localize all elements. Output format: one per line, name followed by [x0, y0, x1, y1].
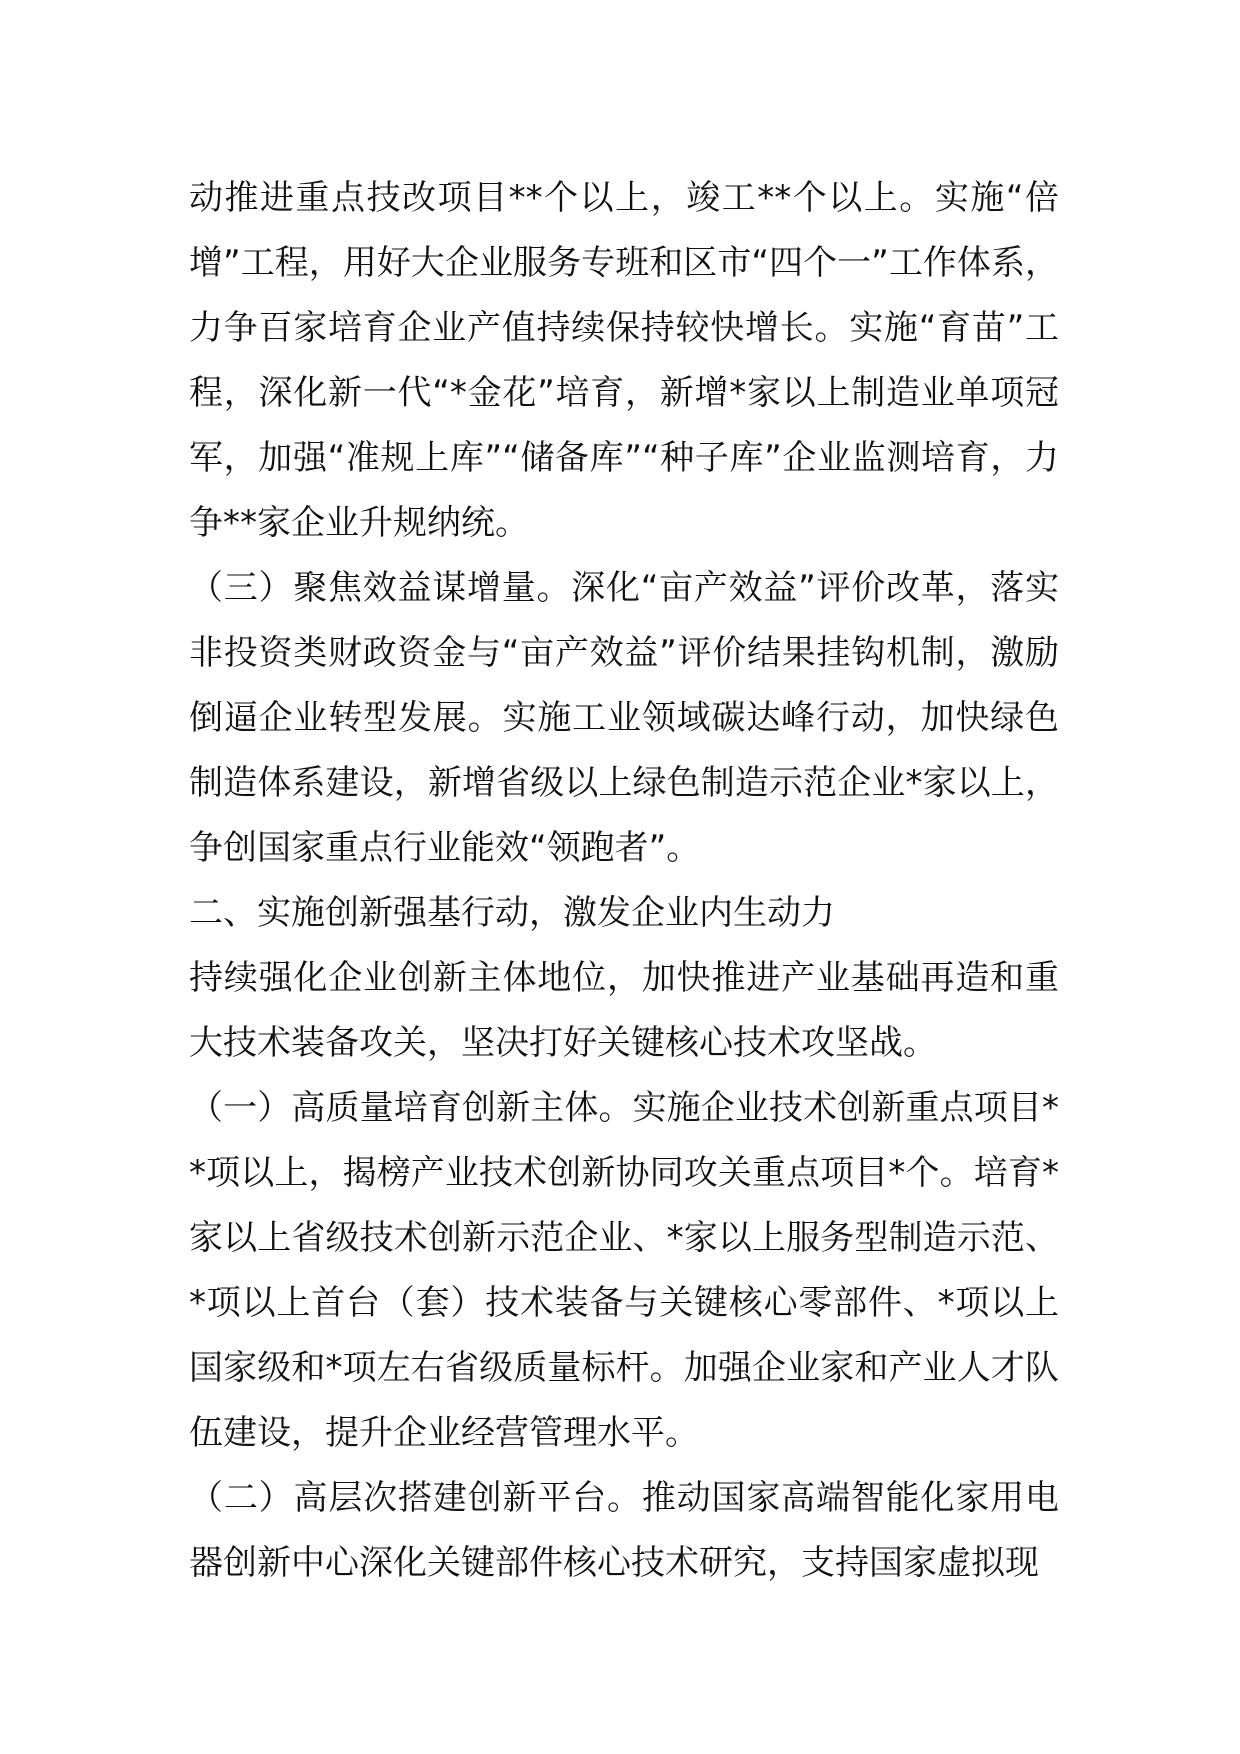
paragraph-section-3: （三）聚焦效益谋增量。深化“亩产效益”评价改革，落实非投资类财政资金与“亩产效益”评价结果挂钩机制，激励倒逼企业转型发展。实施工业领域碳达峰行动，加快绿色制造体系建设，新增省级以上绿色制造示范企业*家以上，争创国家重点行业能效“领跑者”。	[189, 568, 1059, 868]
paragraph-section-intro: 持续强化企业创新主体地位，加快推进产业基础再造和重大技术装备攻关，坚决打好关键核心技术攻坚战。	[189, 958, 1059, 1063]
paragraph-subsection-1: （一）高质量培育创新主体。实施企业技术创新重点项目**项以上，揭榜产业技术创新协同攻关重点项目*个。培育*家以上省级技术创新示范企业、*家以上服务型制造示范、*项以上首台（套）技术装备与关键核心零部件、*项以上国家级和*项左右省级质量标杆。加强企业家和产业人才队伍建设，提升企业经营管理水平。	[189, 1088, 1059, 1453]
document-body	[189, 166, 1059, 1596]
paragraph-continuation: 动推进重点技改项目**个以上，竣工**个以上。实施“倍增”工程，用好大企业服务专班和区市“四个一”工作体系，力争百家培育企业产值持续保持较快增长。实施“育苗”工程，深化新一代“*金花”培育，新增*家以上制造业单项冠军，加强“准规上库”“储备库”“种子库”企业监测培育，力争**家企业升规纳统。	[189, 178, 1059, 543]
paragraph-subsection-2: （二）高层次搭建创新平台。推动国家高端智能化家用电器创新中心深化关键部件核心技术研究，支持国家虚拟现	[189, 1478, 1059, 1583]
section-heading-2: 二、实施创新强基行动，激发企业内生动力	[189, 893, 835, 933]
